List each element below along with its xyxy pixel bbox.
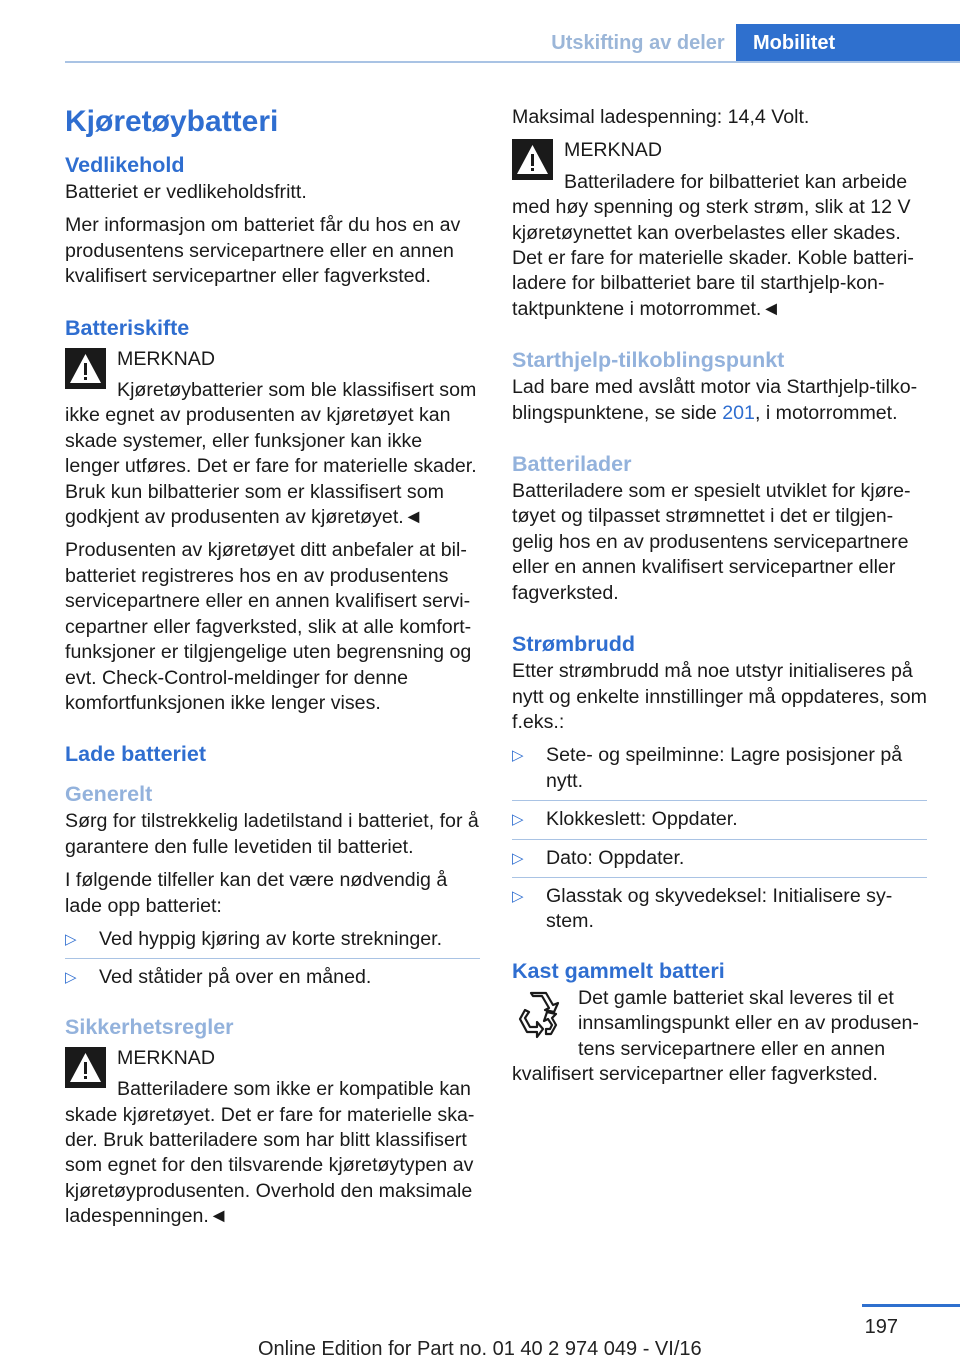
page-number: 197 <box>864 1316 898 1338</box>
jump-start-text: Lad bare med avslått motor via Starthjelp-tilko-blingspunktene, se side 201, i motorrommet. <box>512 376 918 424</box>
warning-icon <box>512 139 553 180</box>
disposal-block <box>512 986 927 1088</box>
notice-title: MERKNAD <box>117 347 215 370</box>
heading-general: Generelt <box>65 782 153 807</box>
notice-text: Kjøretøybatterier som ble klassifisert som ikke egnet av produsenten av kjøretøyet kan skade systemer, eller funksjoner kan ikke lenger utføres. Det er fare for materielle skader. Bruk kun bilbatterier som er klassifisert som godkjent av produsenten av kjøretøyet.◄ <box>65 379 477 529</box>
left-column <box>65 98 480 1238</box>
header-section-tab: Utskifting av deler <box>551 32 725 54</box>
notice-title: MERKNAD <box>117 1046 215 1069</box>
heading-power-outage: Strømbrudd <box>512 632 636 657</box>
page-reference-link[interactable]: 201 <box>722 401 755 424</box>
notice-safety <box>65 1046 480 1230</box>
notice-title: MERKNAD <box>564 139 662 162</box>
list-item: ▷ Klokkeslett: Oppdater. <box>512 807 927 839</box>
heading-jump-start-point: Starthjelp-tilkoblingspunkt <box>512 348 785 373</box>
list-item: ▷ Dato: Oppdater. <box>512 846 927 878</box>
list-item: ▷ Ved hyppig kjøring av korte strekninger. <box>65 927 480 959</box>
heading-charge-battery: Lade batteriet <box>65 742 206 767</box>
footer-edition: Online Edition for Part no. 01 40 2 974 049 - VI/16 <box>258 1338 702 1360</box>
list-item: ▷ Ved ståtider på over en måned. <box>65 965 480 990</box>
heading-battery-charger: Batterilader <box>512 452 632 477</box>
header-chapter-tab: Mobilitet <box>736 24 960 62</box>
disposal-text: Det gamle batteriet skal leveres til et innsamlingspunkt eller en av produsen-tens servicepartnere eller en annen kvalifisert servicepartner eller fagverksted. <box>512 986 919 1085</box>
recycle-icon <box>512 988 563 1039</box>
notice-text: Batteriladere som ikke er kompatible kan skade kjøretøyet. Det er fare for materielle ska-der. Bruk batteriladere som har blitt klassifisert som egnet for den tilsvarende kjøretøytypen av kjøretøyprodusenten. Overhold den maksimale ladespenningen.◄ <box>65 1078 475 1228</box>
header-rule <box>65 61 960 63</box>
triangle-bullet-icon: ▷ <box>65 969 77 987</box>
notice-text: Batteriladere for bilbatteriet kan arbeide med høy spenning og sterk strøm, slik at 12 V kjøretøynettet kan overbelastes eller skades. Det er fare for materielle skader. Koble batteri-ladere for bilbatteriet bare til starthjelp-kon-taktpunktene i motorrommet.◄ <box>512 170 914 320</box>
warning-icon <box>65 1047 106 1088</box>
battery-charger-text: Batteriladere som er spesielt utviklet for kjøre-tøyet og tilpasset strømnettet i det er tilgjen-gelig hos en av produsentens servicepartnere eller en annen kvalifisert servicepartner eller fagverksted. <box>512 480 911 604</box>
triangle-bullet-icon: ▷ <box>512 887 524 905</box>
triangle-bullet-icon: ▷ <box>512 811 524 829</box>
triangle-bullet-icon: ▷ <box>512 849 524 867</box>
power-outage-list <box>512 743 927 934</box>
power-outage-text: Etter strømbrudd må noe utstyr initialiseres på nytt og enkelte innstillinger må oppdateres, som f.eks.: <box>512 660 927 733</box>
battery-change-text: Produsenten av kjøretøyet ditt anbefaler at bil-batteriet registreres hos en av produsentens servicepartnere eller en annen kvalifisert servi-cepartner eller fagverksted, slik at alle komfort-funksjoner er tilgjengelige uten begrensning og evt. Check-Control-meldinger for denne komfortfunksjonen ikke lenger vises. <box>65 539 472 714</box>
list-item: ▷ Glasstak og skyvedeksel: Initialisere sy-stem. <box>512 884 893 933</box>
maintenance-text-2: Mer informasjon om batteriet får du hos en av produsentens servicepartnere eller en annen kvalifisert servicepartner eller fagverksted. <box>65 214 461 288</box>
heading-maintenance: Vedlikehold <box>65 153 185 177</box>
charge-list <box>65 927 480 991</box>
right-column <box>512 98 927 1095</box>
list-item: ▷ Sete- og speilminne: Lagre posisjoner på nytt. <box>512 743 927 801</box>
notice-battery-change <box>65 347 480 531</box>
heading-safety: Sikkerhetsregler <box>65 1014 234 1039</box>
maintenance-text-1: Batteriet er vedlikeholdsfritt. <box>65 181 307 203</box>
charge-text-1: Sørg for tilstrekkelig ladetilstand i batteriet, for å garantere den fulle levetiden til batteriet. <box>65 810 479 858</box>
heading-battery-change: Batteriskifte <box>65 315 190 340</box>
max-voltage-text: Maksimal ladespenning: 14,4 Volt. <box>512 106 810 128</box>
heading-dispose-battery: Kast gammelt batteri <box>512 958 725 983</box>
notice-charger-voltage <box>512 138 927 322</box>
warning-icon <box>65 348 106 389</box>
triangle-bullet-icon: ▷ <box>512 747 524 765</box>
charge-text-2: I følgende tilfeller kan det være nødvendig å lade opp batteriet: <box>65 869 448 917</box>
footer-rule <box>862 1304 960 1307</box>
page-title: Kjøretøybatteri <box>65 105 279 138</box>
triangle-bullet-icon: ▷ <box>65 930 77 948</box>
